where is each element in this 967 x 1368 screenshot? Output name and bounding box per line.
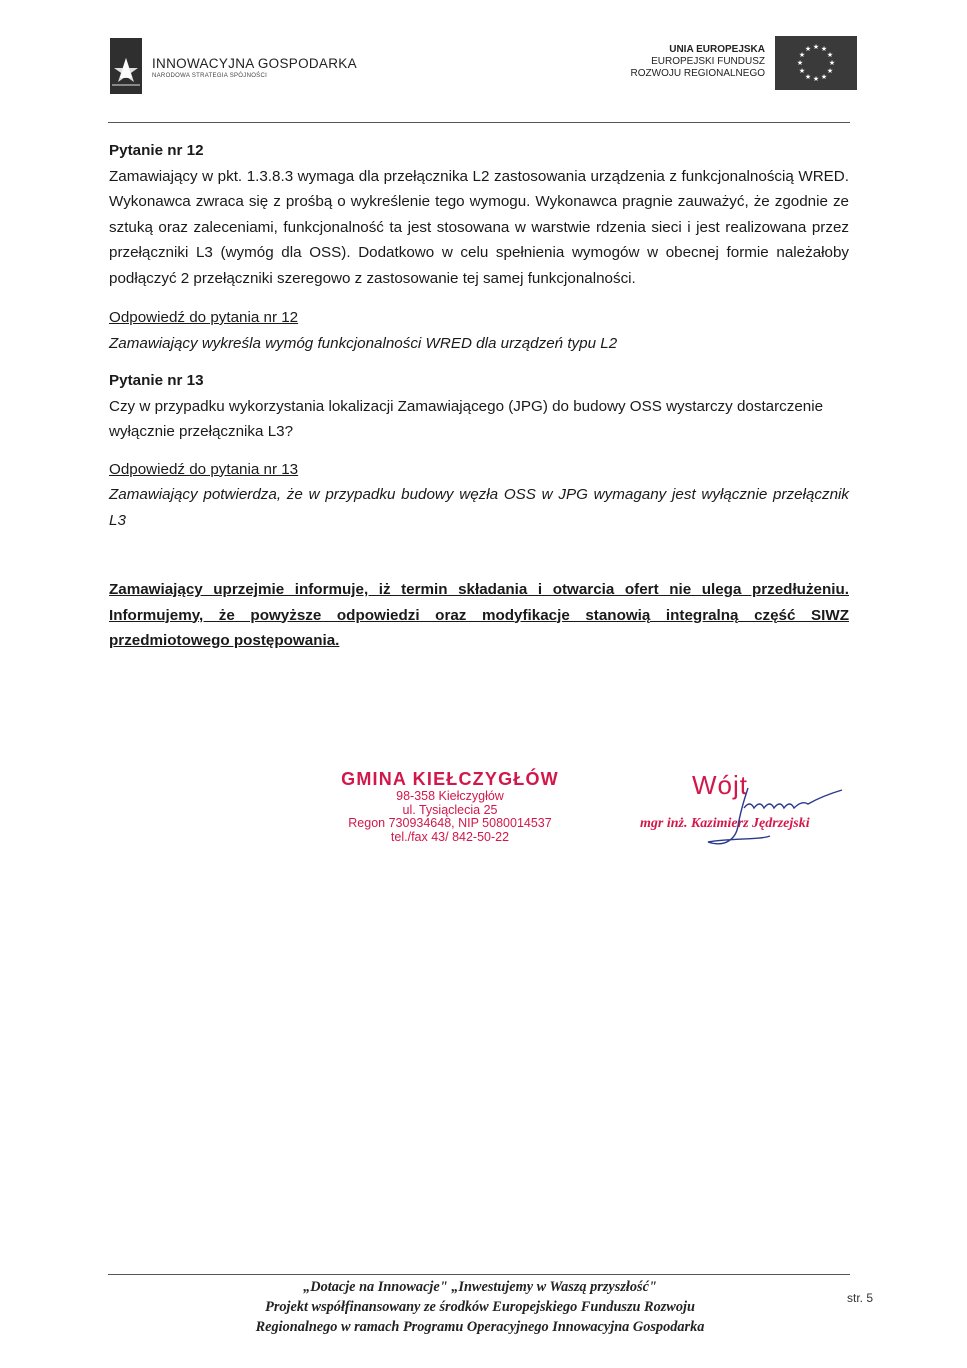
wojt-stamp — [640, 770, 880, 850]
logo-subtitle: NARODOWA STRATEGIA SPÓJNOŚCI — [152, 73, 268, 79]
svg-text:★: ★ — [798, 51, 806, 59]
svg-text:★: ★ — [798, 67, 806, 75]
logo-title: INNOWACYJNA GOSPODARKA — [152, 56, 357, 71]
answer-12-title: Odpowiedź do pytania nr 12 — [109, 309, 299, 326]
question-12-text: Zamawiający w pkt. 1.3.8.3 wymaga dla przełącznika L2 zastosowania urządzenia z funkcjonalnością WRED. Wykonawca zwraca się z prośbą o wykreślenie tego wymogu. Wykonawca pragnie zauważyć, że zgodnie ze sztuką oraz zaleceniami, funkcjonalność ta jest stosowana w warstwie rdzenia sieci i jest realizowana przez przełączniki L3 (wymóg dla OSS). Dodatkowo w celu spełnienia wymogów w obecnej formie należałoby podłączyć 2 przełączniki szeregowo z zastosowanie tej samej funkcjonalności. — [109, 167, 849, 287]
eu-text — [631, 44, 765, 80]
question-13-text: Czy w przypadku wykorzystania lokalizacji Zamawiającego (JPG) do budowy OSS wystarczy dostarczenie wyłącznie przełącznika L3? — [109, 397, 824, 440]
ig-logo-mark-icon — [110, 38, 142, 94]
municipality-stamp — [330, 768, 570, 844]
wojt-name: mgr inż. Kazimierz Jędrzejski — [640, 816, 810, 831]
eu-flag-icon — [775, 36, 857, 90]
footer-line1: „Dotacje na Innowacje" „Inwestujemy w Waszą przyszłość" — [303, 1279, 657, 1295]
header-divider — [108, 122, 850, 123]
answer-13-title: Odpowiedź do pytania nr 13 — [109, 460, 299, 478]
stamp-line4: tel./fax 43/ 842-50-22 — [390, 829, 510, 844]
svg-text:★: ★ — [796, 59, 804, 67]
eu-line1: UNIA EUROPEJSKA — [669, 44, 765, 55]
svg-text:★: ★ — [828, 59, 836, 67]
question-13-title: Pytanie nr 13 — [109, 372, 204, 389]
stamp-line1: 98-358 Kiełczygłów — [396, 789, 504, 803]
eu-line2: EUROPEJSKI FUNDUSZ — [651, 56, 765, 67]
footer-divider — [108, 1274, 850, 1275]
svg-text:★: ★ — [826, 67, 834, 75]
svg-text:★: ★ — [826, 51, 834, 59]
eu-line3: ROZWOJU REGIONALNEGO — [630, 68, 765, 79]
stamp-line2: ul. Tysiąclecia 25 — [402, 802, 498, 817]
handwritten-signature-icon — [700, 776, 880, 846]
svg-text:★: ★ — [804, 73, 812, 81]
answer-12-text: Zamawiający wykreśla wymóg funkcjonalności WRED dla urządzeń typu L2 — [109, 334, 618, 352]
footer-text — [180, 1277, 780, 1337]
stamp-line3: Regon 730934648, NIP 5080014537 — [348, 816, 552, 830]
document-body — [109, 138, 849, 654]
answer-13-text: Zamawiający potwierdza, że w przypadku budowy węzła OSS w JPG wymagany jest wyłącznie przełącznik L3 — [109, 486, 849, 529]
svg-text:★: ★ — [812, 43, 820, 51]
eu-logo — [607, 36, 857, 94]
footer-line2: Projekt współfinansowany ze środków Europejskiego Funduszu Rozwoju — [265, 1299, 695, 1315]
notice-text: Zamawiający uprzejmie informuje, iż termin składania i otwarcia ofert nie ulega przedłużeniu. Informujemy, że powyższe odpowiedzi oraz modyfikacje stanowią integralną część SIWZ przedmiotowego postępowania. — [109, 581, 849, 649]
stamp-name: GMINA KIEŁCZYGŁÓW — [341, 769, 559, 789]
svg-text:★: ★ — [804, 45, 812, 53]
svg-text:★: ★ — [820, 73, 828, 81]
page-number: str. 5 — [847, 1291, 874, 1305]
wojt-title: Wójt — [692, 770, 748, 800]
footer-line3: Regionalnego w ramach Programu Operacyjnego Innowacyjna Gospodarka — [255, 1319, 705, 1335]
question-12-title: Pytanie nr 12 — [109, 142, 204, 159]
innowacyjna-gospodarka-logo — [110, 38, 370, 96]
svg-text:★: ★ — [812, 75, 820, 83]
svg-text:★: ★ — [820, 45, 828, 53]
